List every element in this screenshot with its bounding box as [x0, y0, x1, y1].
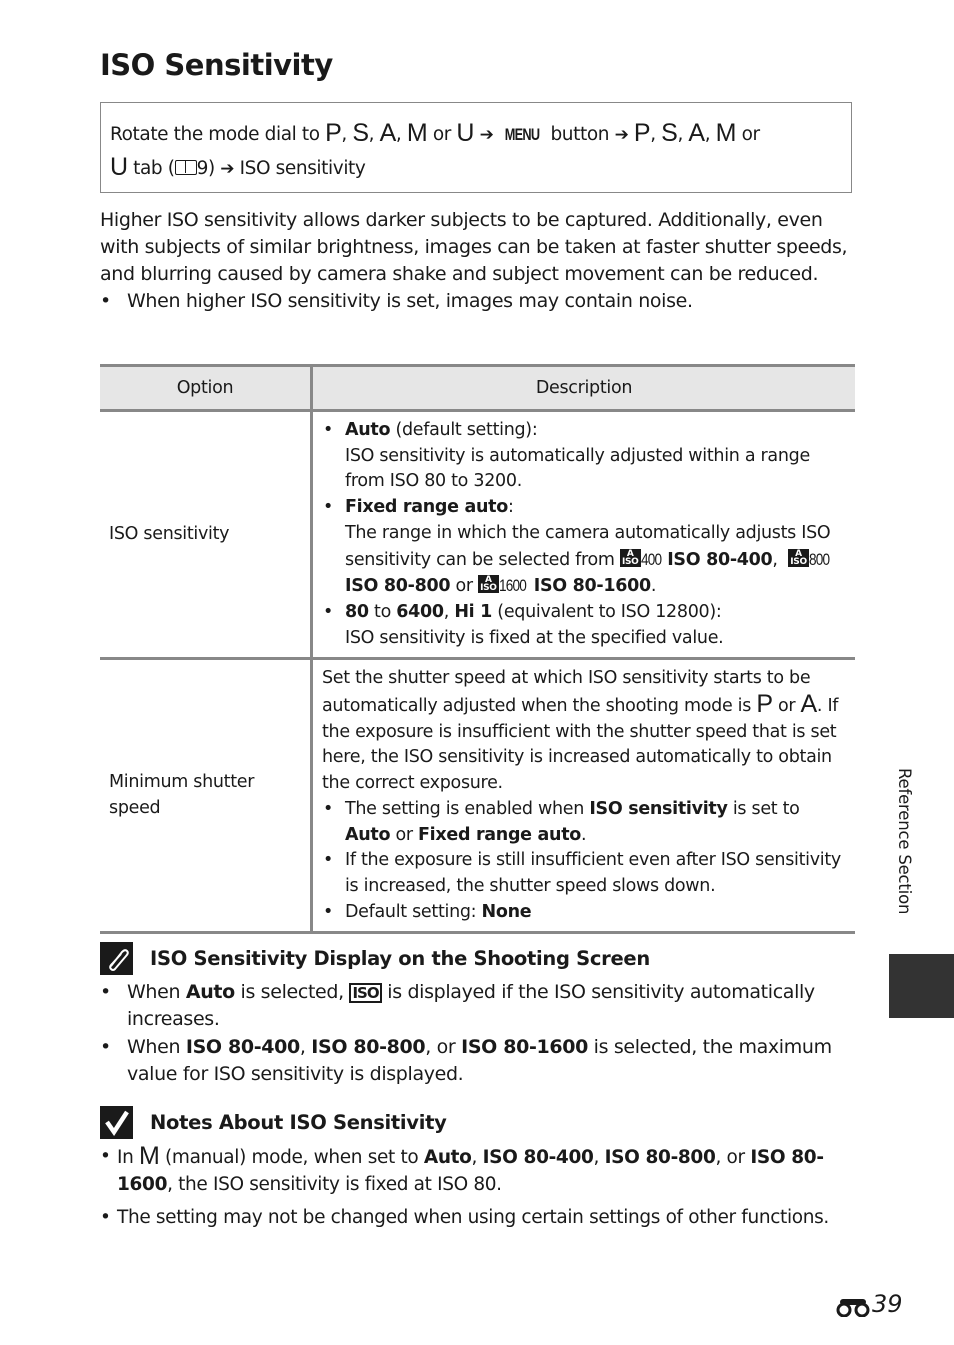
- list-item: [100, 1143, 855, 1198]
- text-bold: Auto: [423, 1147, 472, 1168]
- text: is selected,: [234, 981, 350, 1003]
- note-caution-body: [100, 1143, 855, 1231]
- fixed-label: Fixed range auto: [345, 497, 508, 518]
- note-display-heading: [100, 942, 650, 975]
- intro-bullet: [100, 288, 855, 315]
- range-label: ISO 80-400: [667, 549, 773, 570]
- mode-a-icon: A: [800, 690, 817, 719]
- option-description: [312, 411, 856, 659]
- text-bold: Auto: [185, 981, 235, 1003]
- bullet-icon: •: [100, 981, 111, 1003]
- list-item: [322, 495, 847, 600]
- arrow-right-icon: ➔: [614, 125, 629, 145]
- text: , the ISO sensitivity is fixed at ISO 80.: [167, 1174, 502, 1195]
- checkmark-icon: [100, 1106, 133, 1139]
- text-bold: ISO 80-400: [482, 1147, 594, 1168]
- page-number-text: 39: [872, 1290, 903, 1318]
- arrow-right-icon: ➔: [220, 159, 235, 179]
- bullet-icon: •: [323, 850, 334, 871]
- header-option: Option: [100, 366, 312, 411]
- intro-section: [100, 207, 855, 315]
- mode-p-icon: P: [325, 119, 342, 147]
- iso-indicator-icon: ISO: [349, 983, 381, 1003]
- mode-a-icon: A: [379, 119, 396, 147]
- manual-from: 80: [345, 601, 369, 622]
- binoculars-reference-icon: [836, 1295, 870, 1313]
- iso-auto-icon: A ISO: [790, 548, 807, 567]
- nav-prefix: Rotate the mode dial to: [110, 124, 320, 145]
- text: is set to: [727, 798, 800, 819]
- page-number: [836, 1290, 903, 1318]
- note-text: When ISO 80-400, ISO 80-800, or ISO 80-1600 is selected, the maximum value for ISO sensitivity is displayed.: [127, 1036, 832, 1085]
- button-text: button: [550, 124, 610, 145]
- text-bold: Auto: [345, 824, 391, 845]
- desc-pre: Set the shutter speed at which ISO sensitivity starts to be automatically adjusted when the shooting mode is: [322, 668, 811, 717]
- fixed-item: Fixed range auto: The range in which the camera automatically adjusts ISO sensitivity can be selected from A ISO 400 ISO 80-400, A ISO 800 ISO 80-800 or A ISO 1600 ISO 80-1600.: [345, 495, 847, 600]
- enabled-note: The setting is enabled when ISO sensitivity is set to Auto or Fixed range auto.: [345, 798, 800, 845]
- iso-icon-num: 400: [640, 549, 661, 569]
- option-description: Set the shutter speed at which ISO sensitivity starts to be automatically adjusted when the shooting mode is P or A. If the exposure is insufficient with the shutter speed that is set here, the ISO sensitivity is increased automatically to obtain the correct exposure. • The setting is enabled when ISO sensitivity is set to Auto or Fixed range auto. • If the exposure is still insufficient even after ISO sensitivity is increased, the shutter speed slows down. • Default setting: None: [312, 659, 856, 933]
- mode-m-icon: M: [715, 119, 737, 147]
- nav-destination: ISO sensitivity: [239, 158, 366, 179]
- book-reference-icon: [175, 160, 197, 175]
- note-caution-heading: [100, 1106, 447, 1139]
- manual-to: 6400: [396, 601, 444, 622]
- paperclip-icon: [100, 942, 133, 975]
- bullet-icon: •: [100, 1207, 111, 1228]
- iso-auto-icon: A ISO: [480, 575, 497, 594]
- bullet-icon: •: [100, 290, 111, 312]
- option-name: Minimum shutter speed: [100, 659, 312, 933]
- fixed-desc: The range in which the camera automatically adjusts ISO sensitivity can be selected from: [345, 522, 831, 570]
- manual-desc: ISO sensitivity is fixed at the specified value.: [345, 627, 724, 648]
- arrow-right-icon: ➔: [479, 125, 494, 145]
- bullet-icon: •: [323, 497, 334, 518]
- table-header-row: [100, 366, 855, 411]
- text: When: [127, 981, 186, 1003]
- fixed-suffix: :: [507, 497, 514, 518]
- note-text: The setting may not be changed when using certain settings of other functions.: [117, 1207, 829, 1228]
- auto-suffix: (default setting):: [390, 420, 538, 440]
- tab-text: tab (: [133, 158, 175, 179]
- mode-a-icon: A: [688, 119, 705, 147]
- iso-auto-icon: A ISO: [621, 548, 639, 567]
- list-item: [322, 848, 847, 899]
- bullet-icon: •: [100, 1036, 111, 1058]
- text: Default setting:: [345, 901, 482, 922]
- list-item: [322, 797, 847, 848]
- list-item: [100, 979, 855, 1033]
- table-row: [100, 659, 855, 933]
- page-reference-link[interactable]: 9: [196, 158, 208, 179]
- intro-bullet-text: When higher ISO sensitivity is set, images may contain noise.: [127, 290, 693, 312]
- header-description: Description: [312, 366, 856, 411]
- list-item: [322, 600, 847, 651]
- to-word: to: [374, 601, 391, 622]
- default-value: None: [481, 901, 532, 922]
- menu-button-icon: MENU: [504, 125, 540, 144]
- range-label: ISO 80-800: [345, 576, 451, 597]
- text-bold: ISO sensitivity: [589, 798, 728, 819]
- text-bold: ISO 80-1600: [117, 1147, 824, 1195]
- text: is displayed if the ISO sensitivity automatically increases.: [127, 981, 815, 1030]
- section-side-label: Reference Section: [895, 768, 914, 915]
- option-name: ISO sensitivity: [100, 411, 312, 659]
- mode-m-icon: M: [406, 119, 428, 147]
- range-label: ISO 80-1600: [533, 576, 651, 597]
- slowdown-note: If the exposure is still insufficient even after ISO sensitivity is increased, the shutter speed slows down.: [345, 850, 841, 896]
- iso-icon-num: 1600: [498, 576, 526, 596]
- text-bold: ISO 80-1600: [461, 1036, 588, 1058]
- note-display-title: ISO Sensitivity Display on the Shooting Screen: [150, 947, 650, 970]
- intro-paragraph: Higher ISO sensitivity allows darker subjects to be captured. Additionally, even with subjects of similar brightness, images can be taken at faster shutter speeds, and blurring caused by camera shake and subject movement can be reduced.: [100, 209, 848, 285]
- navigation-path-box: Rotate the mode dial to P, S, A, M or U ➔ MENU button ➔ P, S, A, M or U tab ( 9) ➔ ISO sensitivity: [100, 102, 852, 193]
- bullet-icon: •: [323, 601, 334, 622]
- iso-icon-num: 800: [808, 549, 830, 569]
- list-item: [322, 900, 847, 926]
- bullet-icon: •: [323, 798, 334, 819]
- manual-item: 80 to 6400, Hi 1 (equivalent to ISO 12800): ISO sensitivity is fixed at the specified value.: [345, 601, 724, 648]
- text: When: [127, 1036, 186, 1058]
- text-bold: ISO 80-400: [185, 1036, 300, 1058]
- or-text: or: [741, 124, 760, 145]
- list-item: [100, 1204, 855, 1231]
- mode-m-icon: M: [139, 1142, 160, 1170]
- text-bold: Fixed range auto: [418, 824, 582, 845]
- note-display-body: [100, 979, 855, 1088]
- mode-s-icon: S: [352, 119, 369, 147]
- note-caution-title: Notes About ISO Sensitivity: [150, 1111, 447, 1134]
- paren-close: ): [207, 158, 215, 179]
- or-text: or: [432, 124, 451, 145]
- mode-p-icon: P: [756, 690, 773, 719]
- manual-hi: Hi 1: [454, 601, 493, 622]
- auto-desc: ISO sensitivity is automatically adjusted within a range from ISO 80 to 3200.: [345, 445, 810, 492]
- bullet-icon: •: [100, 1146, 111, 1167]
- page-title: ISO Sensitivity: [100, 48, 333, 82]
- list-item: [100, 1034, 855, 1088]
- options-table: [100, 364, 855, 934]
- bullet-icon: •: [323, 420, 334, 440]
- text-bold: ISO 80-800: [604, 1147, 716, 1168]
- text-bold: ISO 80-800: [311, 1036, 426, 1058]
- text: The setting is enabled when: [345, 798, 590, 819]
- note-text: [127, 979, 855, 1033]
- mode-s-icon: S: [661, 119, 678, 147]
- mode-p-icon: P: [633, 119, 651, 147]
- text: In: [117, 1147, 140, 1168]
- note-text: In M (manual) mode, when set to Auto, ISO 80-400, ISO 80-800, or ISO 80-1600, the ISO sensitivity is fixed at ISO 80.: [117, 1142, 824, 1195]
- manual-equiv: (equivalent to ISO 12800):: [492, 601, 722, 622]
- section-tab-marker[interactable]: [889, 954, 954, 1018]
- table-row: [100, 411, 855, 659]
- text: is selected, the maximum value for ISO sensitivity is displayed.: [127, 1036, 832, 1085]
- mode-u-icon: U: [110, 153, 128, 181]
- text: (manual) mode, when set to: [159, 1147, 424, 1168]
- auto-item: [345, 418, 847, 495]
- text: or: [390, 824, 419, 845]
- auto-label: Auto: [345, 420, 391, 440]
- bullet-icon: •: [323, 901, 334, 922]
- default-note: [345, 900, 531, 926]
- list-item: [322, 418, 847, 495]
- mode-u-icon: U: [456, 119, 475, 147]
- desc-post: If the exposure is insufficient with the shutter speed that is set here, the ISO sensitivity is increased automatically to obtain the correct exposure.: [322, 696, 839, 794]
